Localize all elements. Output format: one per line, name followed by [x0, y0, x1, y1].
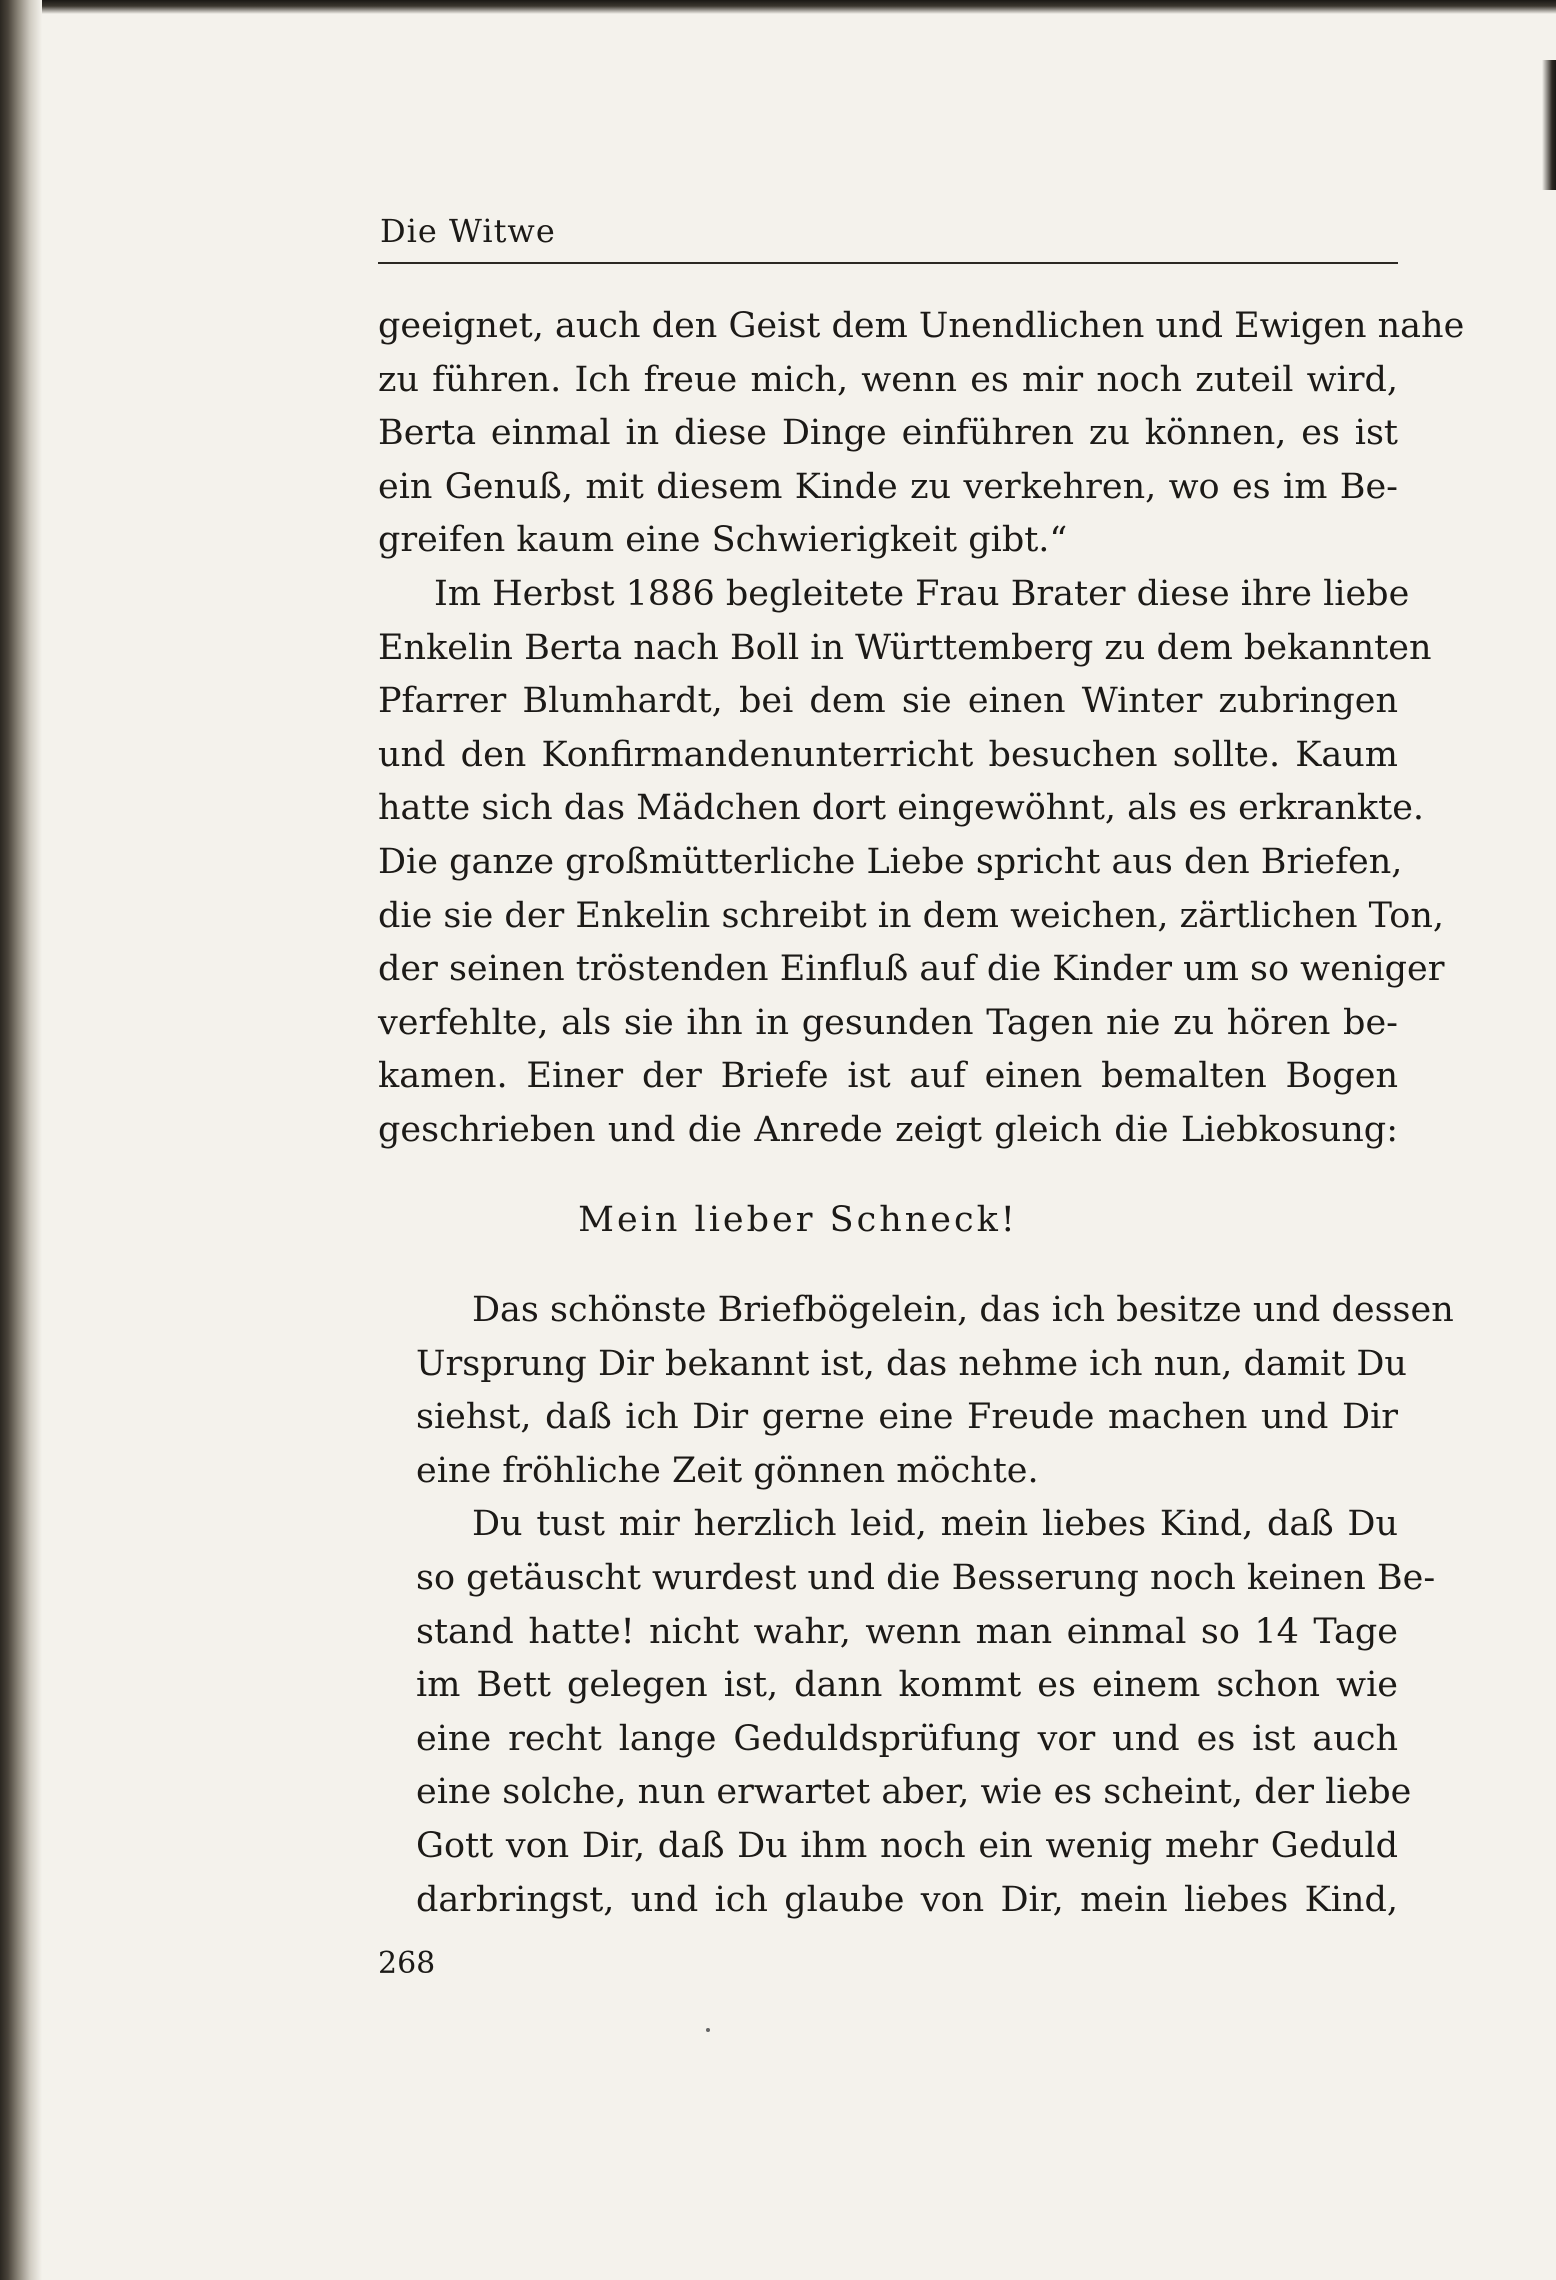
text-line: hatte sich das Mädchen dort eingewöhnt, als es erkrankte. [378, 788, 1425, 829]
text-line: Ursprung Dir bekannt ist, das nehme ich nun, damit Du [416, 1343, 1407, 1384]
scan-top-edge [0, 0, 1556, 14]
text-line: im Bett gelegen ist, dann kommt es einem schon wie [416, 1665, 1398, 1706]
text-line: eine fröhliche Zeit gönnen möchte. [416, 1450, 1039, 1491]
paragraph-1 [378, 300, 1465, 568]
text-line: darbringst, und ich glaube von Dir, mein liebes Kind, [416, 1879, 1398, 1920]
text-line: stand hatte! nicht wahr, wenn man einmal so 14 Tage [416, 1611, 1398, 1652]
scan-right-edge-mark [1542, 60, 1556, 190]
letter-salutation-text: Mein lieber Schneck! [578, 1200, 1018, 1240]
text-line: Enkelin Berta nach Boll in Württemberg zu dem bekannten [378, 627, 1432, 668]
text-line: Die ganze großmütterliche Liebe spricht aus den Briefen, [378, 841, 1403, 882]
scan-speck [706, 2028, 710, 2032]
main-text [378, 300, 1465, 1158]
text-line: so getäuscht wurdest und die Besserung noch keinen Be- [416, 1557, 1436, 1598]
text-line: eine solche, nun erwartet aber, wie es scheint, der liebe [416, 1772, 1412, 1813]
page-number: 268 [378, 1946, 436, 1981]
letter-salutation [0, 1200, 1556, 1240]
text-line: greifen kaum eine Schwierigkeit gibt.“ [378, 520, 1068, 561]
text-line: Das schönste Briefbögelein, das ich besitze und dessen [472, 1290, 1454, 1330]
letter-paragraph-2 [416, 1498, 1436, 1927]
text-line: Im Herbst 1886 begleitete Frau Brater diese ihre liebe [434, 573, 1410, 614]
letter-body [416, 1284, 1454, 1927]
text-line: Berta einmal in diese Dinge einführen zu können, es ist [378, 413, 1398, 454]
text-line: Pfarrer Blumhardt, bei dem sie einen Winter zubringen [378, 681, 1398, 722]
text-line: der seinen tröstenden Einfluß auf die Kinder um so weniger [378, 949, 1445, 990]
text-line: geeignet, auch den Geist dem Unendlichen und Ewigen nahe [378, 306, 1465, 346]
text-line: eine recht lange Geduldsprüfung vor und es ist auch [416, 1718, 1398, 1759]
text-line: verfehlte, als sie ihn in gesunden Tagen nie zu hören be- [378, 1002, 1398, 1043]
scan-binding-shadow [0, 0, 42, 2280]
text-line: die sie der Enkelin schreibt in dem weichen, zärtlichen Ton, [378, 895, 1444, 936]
text-line: zu führen. Ich freue mich, wenn es mir noch zuteil wird, [378, 359, 1398, 400]
text-line: Du tust mir herzlich leid, mein liebes Kind, daß Du [472, 1504, 1398, 1545]
letter-paragraph-1 [416, 1284, 1454, 1498]
running-head-title: Die Witwe [380, 212, 556, 250]
text-line: Gott von Dir, daß Du ihm noch ein wenig mehr Geduld [416, 1825, 1398, 1866]
running-head [378, 212, 1398, 264]
text-line: ein Genuß, mit diesem Kinde zu verkehren, wo es im Be- [378, 466, 1398, 507]
paragraph-2 [378, 568, 1445, 1158]
text-line: geschrieben und die Anrede zeigt gleich die Liebkosung: [378, 1109, 1398, 1150]
text-line: siehst, daß ich Dir gerne eine Freude machen und Dir [416, 1397, 1398, 1438]
text-line: kamen. Einer der Briefe ist auf einen bemalten Bogen [378, 1056, 1398, 1097]
text-line: und den Konfirmandenunterricht besuchen sollte. Kaum [378, 734, 1398, 775]
